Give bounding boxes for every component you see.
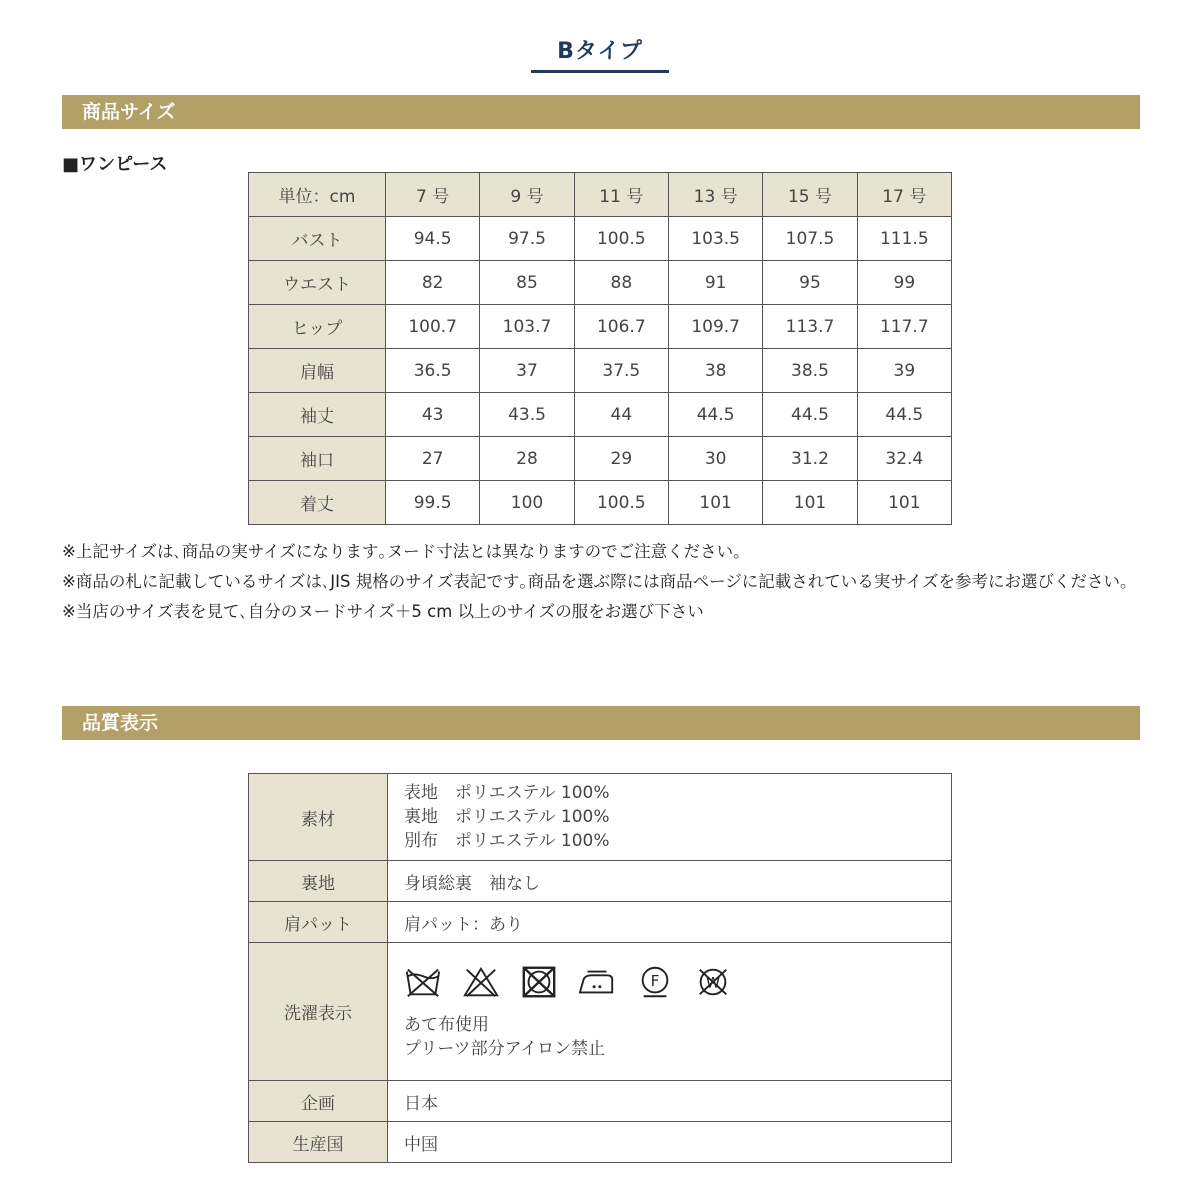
plan-value: 日本 — [388, 1081, 952, 1122]
table-cell: 38 — [668, 349, 762, 393]
size-header-cell: 単位：cm — [249, 173, 386, 217]
table-cell: 29 — [574, 437, 668, 481]
quality-row-material — [249, 774, 952, 861]
table-cell: 44.5 — [763, 393, 857, 437]
table-row — [249, 481, 952, 525]
table-cell: 106.7 — [574, 305, 668, 349]
care-cell — [388, 943, 952, 1081]
table-cell: 32.4 — [857, 437, 951, 481]
row-label: 袖丈 — [249, 393, 386, 437]
table-cell: 100.7 — [386, 305, 480, 349]
title-underline — [531, 70, 669, 73]
no-wash-icon — [404, 965, 442, 999]
table-cell: 44 — [574, 393, 668, 437]
dry-clean-f-icon — [636, 965, 674, 999]
table-cell: 100 — [480, 481, 574, 525]
care-icons — [404, 947, 951, 1013]
page-title: Bタイプ — [557, 39, 643, 64]
table-row — [249, 437, 952, 481]
material-line: 表地 ポリエステル 100% — [404, 783, 610, 803]
size-notes — [62, 537, 1142, 627]
size-table — [248, 172, 952, 525]
material-cell — [388, 774, 952, 861]
table-cell: 100.5 — [574, 217, 668, 261]
row-label: 裏地 — [249, 861, 388, 902]
table-row — [249, 217, 952, 261]
table-cell: 99.5 — [386, 481, 480, 525]
shoulder-value: 肩パット：あり — [388, 902, 952, 943]
table-cell: 43 — [386, 393, 480, 437]
table-cell: 113.7 — [763, 305, 857, 349]
table-cell: 97.5 — [480, 217, 574, 261]
table-row — [249, 393, 952, 437]
no-tumble-dry-icon — [520, 965, 558, 999]
size-header-cell: 17 号 — [857, 173, 951, 217]
table-cell: 44.5 — [857, 393, 951, 437]
table-cell: 101 — [763, 481, 857, 525]
row-label: ヒップ — [249, 305, 386, 349]
table-cell: 103.5 — [668, 217, 762, 261]
svg-text:W: W — [705, 975, 721, 992]
table-cell: 37.5 — [574, 349, 668, 393]
size-header-row — [249, 173, 952, 217]
table-cell: 31.2 — [763, 437, 857, 481]
table-cell: 117.7 — [857, 305, 951, 349]
row-label: 肩パット — [249, 902, 388, 943]
subheading-onepiece: ■ワンピース — [62, 154, 168, 175]
quality-row-origin — [249, 1122, 952, 1163]
section-size-title: 商品サイズ — [62, 95, 1140, 129]
note-line: ※上記サイズは､商品の実サイズになります｡ヌード寸法とは異なりますのでご注意ください｡ — [62, 542, 742, 561]
quality-row-lining — [249, 861, 952, 902]
table-cell: 37 — [480, 349, 574, 393]
row-label: バスト — [249, 217, 386, 261]
table-cell: 27 — [386, 437, 480, 481]
table-cell: 109.7 — [668, 305, 762, 349]
table-cell: 85 — [480, 261, 574, 305]
care-text — [404, 1013, 951, 1077]
size-header-cell: 13 号 — [668, 173, 762, 217]
row-label: 袖口 — [249, 437, 386, 481]
iron-low-icon — [578, 965, 616, 999]
size-header-cell: 7 号 — [386, 173, 480, 217]
table-cell: 88 — [574, 261, 668, 305]
table-row — [249, 261, 952, 305]
no-wet-clean-icon — [694, 965, 732, 999]
quality-row-care — [249, 943, 952, 1081]
table-cell: 39 — [857, 349, 951, 393]
table-cell: 99 — [857, 261, 951, 305]
table-cell: 91 — [668, 261, 762, 305]
table-cell: 43.5 — [480, 393, 574, 437]
size-header-cell: 11 号 — [574, 173, 668, 217]
size-header-cell: 9 号 — [480, 173, 574, 217]
table-cell: 100.5 — [574, 481, 668, 525]
no-bleach-icon — [462, 965, 500, 999]
table-cell: 103.7 — [480, 305, 574, 349]
table-cell: 107.5 — [763, 217, 857, 261]
lining-value: 身頃総裏 袖なし — [388, 861, 952, 902]
row-label: 肩幅 — [249, 349, 386, 393]
table-cell: 101 — [668, 481, 762, 525]
row-label: 企画 — [249, 1081, 388, 1122]
origin-value: 中国 — [388, 1122, 952, 1163]
row-label: 着丈 — [249, 481, 386, 525]
table-row — [249, 305, 952, 349]
table-cell: 38.5 — [763, 349, 857, 393]
row-label: ウエスト — [249, 261, 386, 305]
note-line: ※当店のサイズ表を見て､自分のヌードサイズ＋5 cm 以上のサイズの服をお選び下さい — [62, 602, 704, 621]
table-cell: 95 — [763, 261, 857, 305]
care-line: あて布使用 — [404, 1014, 489, 1035]
table-cell: 94.5 — [386, 217, 480, 261]
table-cell: 82 — [386, 261, 480, 305]
table-cell: 101 — [857, 481, 951, 525]
row-label: 素材 — [249, 774, 388, 861]
table-cell: 44.5 — [668, 393, 762, 437]
note-line: ※商品の札に記載しているサイズは､JIS 規格のサイズ表記です｡商品を選ぶ際には商品ページに記載されている実サイズを参考にお選びください｡ — [62, 572, 1129, 591]
table-cell: 111.5 — [857, 217, 951, 261]
table-cell: 30 — [668, 437, 762, 481]
svg-text:F: F — [650, 971, 660, 990]
quality-row-plan — [249, 1081, 952, 1122]
quality-row-shoulder — [249, 902, 952, 943]
size-header-cell: 15 号 — [763, 173, 857, 217]
table-cell: 36.5 — [386, 349, 480, 393]
table-row — [249, 349, 952, 393]
quality-table — [248, 773, 952, 1163]
row-label: 生産国 — [249, 1122, 388, 1163]
material-line: 別布 ポリエステル 100% — [404, 831, 610, 851]
material-line: 裏地 ポリエステル 100% — [404, 807, 610, 827]
section-quality-title: 品質表示 — [62, 706, 1140, 740]
row-label: 洗濯表示 — [249, 943, 388, 1081]
care-line: プリーツ部分アイロン禁止 — [404, 1038, 606, 1059]
table-cell: 28 — [480, 437, 574, 481]
